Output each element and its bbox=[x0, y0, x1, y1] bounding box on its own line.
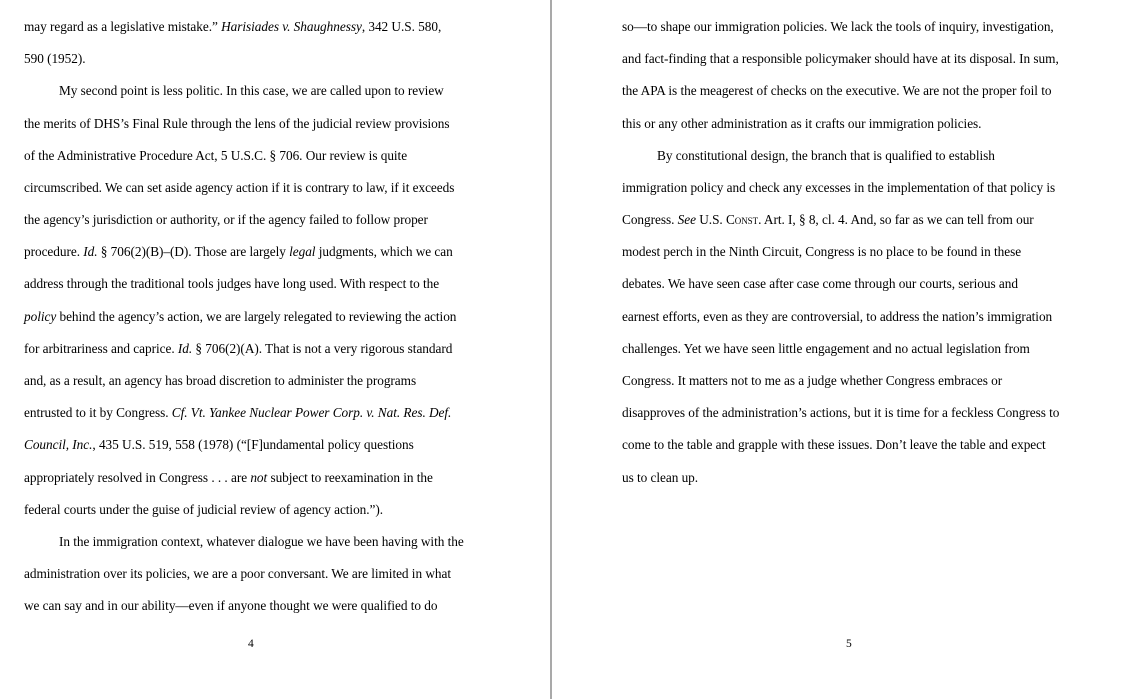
text-run: Congress. It matters not to me as a judge whether Congress embraces or bbox=[622, 372, 1003, 388]
text-run: the merits of DHS’s Final Rule through the lens of the judicial review provisions bbox=[24, 115, 450, 131]
text-line bbox=[622, 405, 1059, 421]
italic-text: Id. bbox=[83, 244, 98, 260]
text-line bbox=[24, 19, 441, 35]
italic-text: legal bbox=[289, 244, 316, 260]
text-line bbox=[24, 373, 416, 389]
italic-text: See bbox=[677, 212, 696, 228]
text-run: come to the table and grapple with these issues. Don’t leave the table and expect bbox=[622, 437, 1046, 453]
text-run: procedure. bbox=[24, 244, 84, 260]
page-number: 5 bbox=[846, 638, 852, 650]
text-run: judgments, which we can bbox=[315, 244, 453, 260]
italic-text: Id. bbox=[177, 340, 193, 356]
text-run: Congress. bbox=[622, 212, 678, 228]
text-run: challenges. Yet we have seen little engagement and no actual legislation from bbox=[622, 340, 1030, 356]
text-line bbox=[622, 470, 698, 486]
text-run: so—to shape our immigration policies. We lack the tools of inquiry, investigation, bbox=[622, 19, 1054, 34]
text-line bbox=[24, 437, 414, 453]
text-line bbox=[24, 276, 439, 292]
italic-text: not bbox=[250, 469, 268, 485]
text-run: behind the agency’s action, we are largely relegated to reviewing the action bbox=[56, 308, 457, 324]
text-run: debates. We have seen case after case come through our courts, serious and bbox=[622, 276, 1018, 292]
text-run: earnest efforts, even as they are controversial, to address the nation’s immigration bbox=[622, 308, 1053, 324]
text-line bbox=[622, 309, 1052, 325]
text-run: address through the traditional tools judges have long used. With respect to the bbox=[24, 276, 440, 292]
page-number: 4 bbox=[248, 638, 254, 650]
text-line bbox=[24, 502, 383, 518]
text-line bbox=[24, 405, 451, 421]
text-run: federal courts under the guise of judicial review of agency action.”). bbox=[24, 501, 384, 517]
text-run: entrusted to it by Congress. bbox=[24, 405, 172, 421]
text-line bbox=[24, 341, 452, 357]
italic-text: Council, Inc. bbox=[24, 437, 93, 453]
text-line bbox=[24, 148, 407, 164]
text-run: this or any other administration as it crafts our immigration policies. bbox=[622, 115, 982, 131]
text-line bbox=[24, 116, 449, 132]
text-run: the APA is the meagerest of checks on the executive. We are not the proper foil to bbox=[622, 83, 1052, 99]
small-caps-text: Const. bbox=[725, 212, 762, 228]
text-run: may regard as a legislative mistake.” bbox=[24, 19, 222, 34]
text-run: the agency’s jurisdiction or authority, or if the agency failed to follow proper bbox=[24, 212, 428, 228]
text-run: and fact-finding that a responsible policymaker should have at its disposal. In sum, bbox=[622, 51, 1059, 67]
text-line bbox=[24, 180, 454, 196]
text-line bbox=[622, 373, 1002, 389]
text-run: modest perch in the Ninth Circuit, Congress is no place to be found in these bbox=[622, 244, 1022, 260]
text-line bbox=[622, 341, 1030, 357]
page-5 bbox=[552, 0, 1123, 699]
text-run: immigration policy and check any excesses in the implementation of that policy is bbox=[622, 179, 1056, 195]
italic-text: Cf. Vt. Yankee Nuclear Power Corp. v. Nat. Res. Def. bbox=[171, 405, 452, 421]
text-line bbox=[622, 116, 981, 132]
text-run: By constitutional design, the branch that is qualified to establish bbox=[657, 147, 995, 163]
text-line bbox=[622, 212, 1034, 228]
italic-text: policy bbox=[24, 308, 57, 324]
text-line bbox=[657, 148, 995, 164]
text-line bbox=[622, 51, 1059, 67]
text-run: administration over its policies, we are a poor conversant. We are limited in what bbox=[24, 566, 451, 582]
text-line bbox=[622, 276, 1018, 292]
text-run: of the Administrative Procedure Act, 5 U.S.C. § 706. Our review is quite bbox=[24, 147, 408, 163]
text-line bbox=[24, 51, 86, 67]
text-run: Art. I, § 8, cl. 4. And, so far as we can tell from our bbox=[761, 212, 1034, 228]
text-line bbox=[24, 244, 453, 260]
text-run: for arbitrariness and caprice. bbox=[24, 340, 178, 356]
text-line bbox=[622, 19, 1054, 35]
text-line bbox=[622, 83, 1051, 99]
text-run: appropriately resolved in Congress . . . are bbox=[24, 469, 251, 485]
text-run: 590 (1952). bbox=[24, 51, 86, 67]
text-run: , 342 U.S. 580, bbox=[361, 19, 442, 34]
text-run: § 706(2)(B)–(D). Those are largely bbox=[97, 244, 290, 260]
text-run: , 435 U.S. 519, 558 (1978) (“[F]undamental policy questions bbox=[92, 437, 414, 453]
text-line bbox=[59, 534, 464, 550]
text-line bbox=[622, 244, 1021, 260]
text-run: disapproves of the administration’s actions, but it is time for a feckless Congress to bbox=[622, 405, 1060, 421]
text-run: circumscribed. We can set aside agency action if it is contrary to law, if it exceeds bbox=[24, 179, 455, 195]
text-run: In the immigration context, whatever dialogue we have been having with the bbox=[59, 533, 464, 549]
text-run: subject to reexamination in the bbox=[267, 469, 433, 485]
text-run: we can say and in our ability—even if anyone thought we were qualified to do bbox=[24, 598, 438, 614]
italic-text: Harisiades v. Shaughnessy bbox=[221, 19, 362, 34]
text-line bbox=[24, 598, 437, 614]
text-run: and, as a result, an agency has broad discretion to administer the programs bbox=[24, 372, 417, 388]
text-line bbox=[622, 437, 1046, 453]
text-line bbox=[24, 470, 433, 486]
text-line bbox=[59, 83, 444, 99]
page-4 bbox=[0, 0, 550, 699]
text-line bbox=[622, 180, 1055, 196]
text-run: My second point is less politic. In this case, we are called upon to review bbox=[59, 83, 444, 99]
text-run: us to clean up. bbox=[622, 469, 699, 485]
text-line bbox=[24, 566, 451, 582]
text-line bbox=[24, 309, 456, 325]
text-run: § 706(2)(A). That is not a very rigorous standard bbox=[192, 340, 453, 356]
text-run: U.S. bbox=[695, 212, 726, 228]
text-line bbox=[24, 212, 428, 228]
